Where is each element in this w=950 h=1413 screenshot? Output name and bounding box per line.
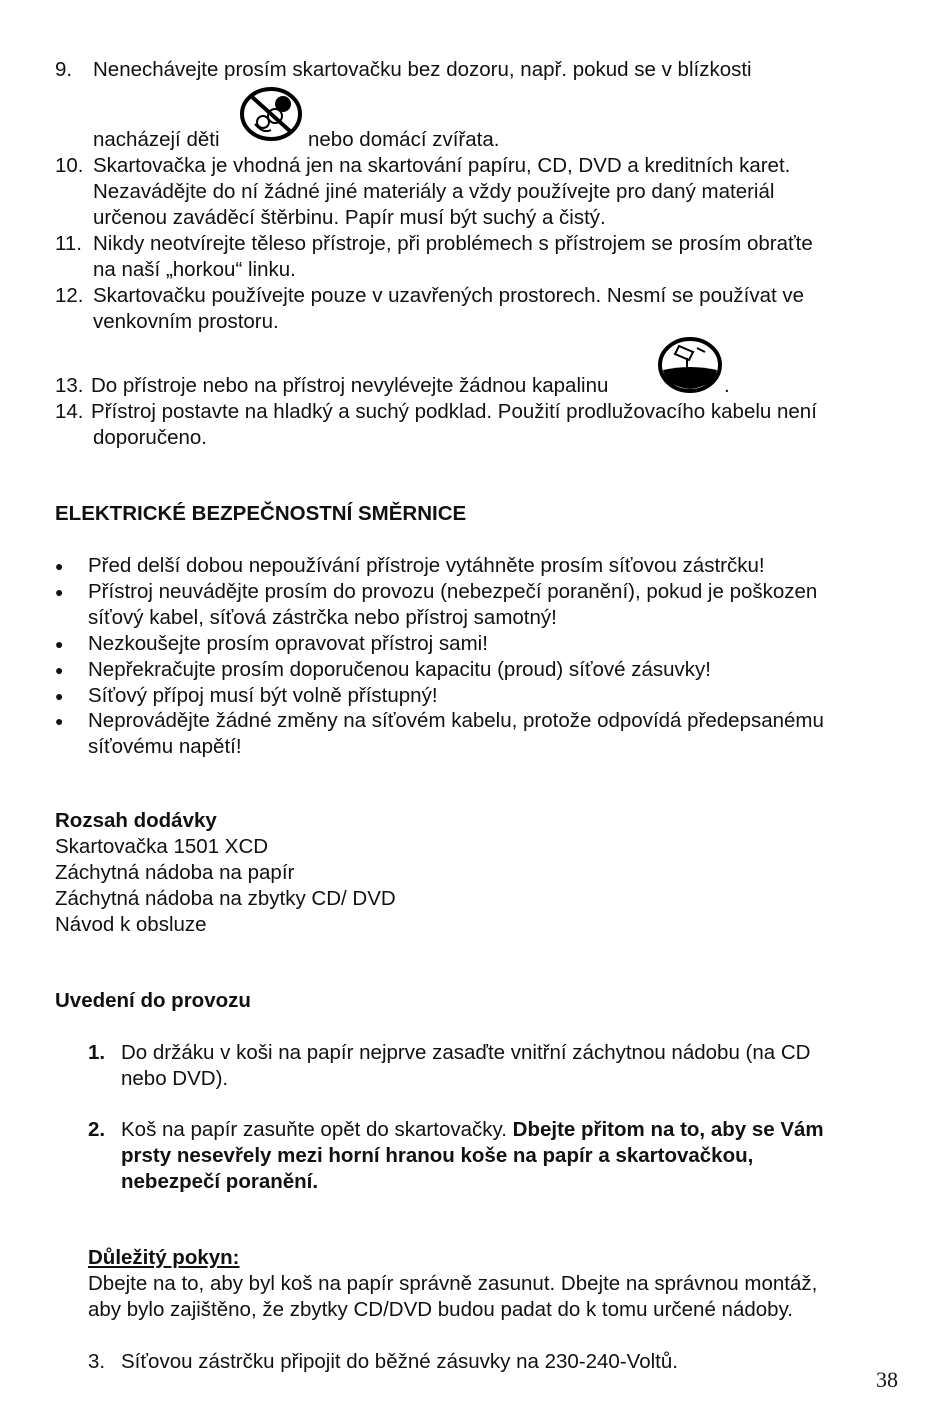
item-9-line-1: Nenechávejte prosím skartovačku bez dozoru, např. pokud se v blízkosti — [93, 58, 752, 81]
step-2-warning-line-2: prsty nesevřely mezi horní hranou koše na papír a skartovačkou, — [121, 1144, 754, 1167]
item-number: 9. — [55, 58, 73, 81]
step-2-text: Koš na papír zasuňte opět do skartovačky. — [121, 1118, 507, 1141]
item-11-line-2: na naší „horkou“ linku. — [93, 258, 296, 281]
item-number: 12. — [55, 284, 84, 307]
bullet-marker: ● — [55, 636, 64, 652]
no-children-icon — [239, 86, 303, 142]
delivery-item: Skartovačka 1501 XCD — [55, 835, 269, 858]
item-number: 13. — [55, 374, 84, 397]
step-2-line-1 — [121, 1117, 824, 1143]
bullet-marker: ● — [55, 584, 64, 600]
important-line-2: aby bylo zajištěno, že zbytky CD/DVD budou padat do k tomu určené nádoby. — [88, 1298, 793, 1321]
item-14-line-2: doporučeno. — [93, 426, 207, 449]
item-9-line-2a: nacházejí děti — [93, 128, 220, 151]
bullet-marker: ● — [55, 713, 64, 729]
item-number: 11. — [55, 232, 82, 255]
bullet-marker: ● — [55, 662, 64, 678]
bullet-text: Před delší dobou nepoužívání přístroje vytáhněte prosím síťovou zástrčku! — [88, 554, 765, 577]
bullet-marker: ● — [55, 688, 64, 704]
delivery-item: Záchytná nádoba na zbytky CD/ DVD — [55, 887, 396, 910]
item-13-end: . — [724, 374, 730, 397]
step-3-text: Síťovou zástrčku připojit do běžné zásuvky na 230-240-Voltů. — [121, 1350, 678, 1373]
bullet-text: síťovému napětí! — [88, 735, 242, 758]
item-13-text: Do přístroje nebo na přístroj nevylévejte žádnou kapalinu — [91, 374, 609, 397]
bullet-text: síťový kabel, síťová zástrčka nebo přístroj samotný! — [88, 606, 557, 629]
item-number: 14. — [55, 400, 84, 423]
delivery-item: Návod k obsluze — [55, 913, 207, 936]
bullet-text: Síťový přípoj musí být volně přístupný! — [88, 684, 438, 707]
delivery-heading: Rozsah dodávky — [55, 809, 217, 832]
item-10-line-3: určenou zaváděcí štěrbinu. Papír musí být suchý a čistý. — [93, 206, 606, 229]
step-number: 2. — [88, 1118, 106, 1141]
item-10-line-1: Skartovačka je vhodná jen na skartování papíru, CD, DVD a kreditních karet. — [93, 154, 791, 177]
item-11-line-1: Nikdy neotvírejte těleso přístroje, při problémech s přístrojem se prosím obraťte — [93, 232, 813, 255]
delivery-item: Záchytná nádoba na papír — [55, 861, 295, 884]
bullet-text: Neprovádějte žádné změny na síťovém kabelu, protože odpovídá předepsanému — [88, 709, 824, 732]
bullet-text: Nepřekračujte prosím doporučenou kapacitu (proud) síťové zásuvky! — [88, 658, 711, 681]
bullet-marker: ● — [55, 558, 64, 574]
page-number: 38 — [876, 1367, 898, 1392]
no-liquid-icon — [657, 336, 723, 394]
item-14-line-1: Přístroj postavte na hladký a suchý podklad. Použití prodlužovacího kabelu není — [91, 400, 817, 423]
startup-heading: Uvedení do provozu — [55, 989, 251, 1012]
item-10-line-2: Nezavádějte do ní žádné jiné materiály a vždy používejte pro daný materiál — [93, 180, 775, 203]
item-12-line-1: Skartovačku používejte pouze v uzavřených prostorech. Nesmí se používat ve — [93, 284, 805, 307]
step-2-warning: Dbejte přitom na to, aby se Vám — [512, 1118, 824, 1141]
step-number: 1. — [88, 1041, 106, 1064]
step-number: 3. — [88, 1350, 106, 1373]
item-number: 10. — [55, 154, 84, 177]
item-12-line-2: venkovním prostoru. — [93, 310, 279, 333]
step-1-line-2: nebo DVD). — [121, 1067, 229, 1090]
item-9-line-2b: nebo domácí zvířata. — [308, 128, 500, 151]
electrical-heading: ELEKTRICKÉ BEZPEČNOSTNÍ SMĚRNICE — [55, 502, 467, 525]
step-2-warning-line-3: nebezpečí poranění. — [121, 1170, 319, 1193]
step-1-line-1: Do držáku v koši na papír nejprve zasaďte vnitřní záchytnou nádobu (na CD — [121, 1041, 811, 1064]
bullet-text: Přístroj neuvádějte prosím do provozu (nebezpečí poranění), pokud je poškozen — [88, 580, 818, 603]
important-heading: Důležitý pokyn: — [88, 1246, 240, 1269]
important-line-1: Dbejte na to, aby byl koš na papír správně zasunut. Dbejte na správnou montáž, — [88, 1272, 818, 1295]
bullet-text: Nezkoušejte prosím opravovat přístroj sami! — [88, 632, 488, 655]
